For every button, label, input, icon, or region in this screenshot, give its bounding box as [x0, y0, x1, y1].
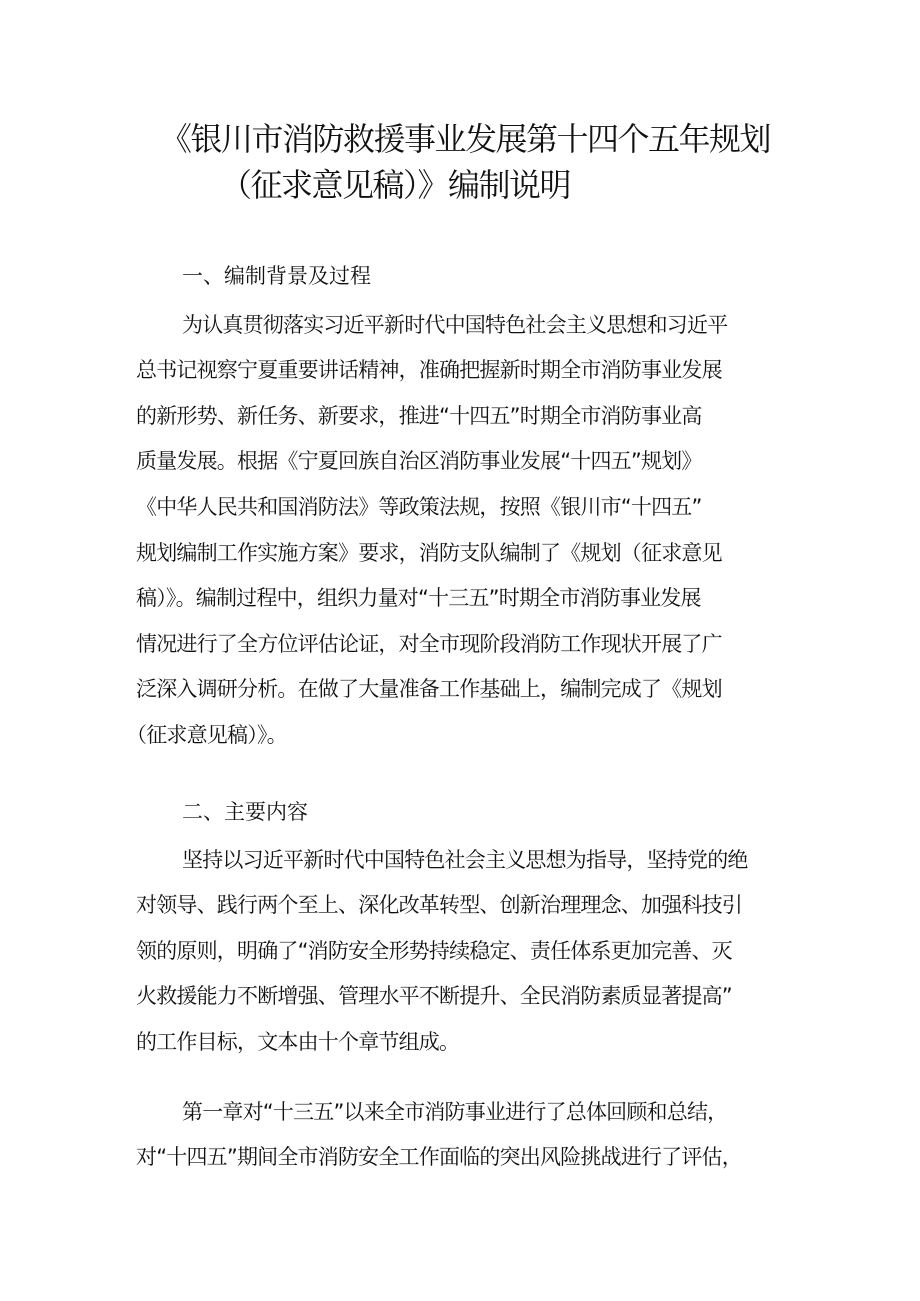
- paragraph-line: 为认真贯彻落实习近平新时代中国特色社会主义思想和习近平: [182, 313, 728, 337]
- paragraph-line: 坚持以习近平新时代中国特色社会主义思想为指导，坚持党的绝: [182, 848, 748, 872]
- paragraph-line: 规划编制工作实施方案》要求，消防支队编制了《规划（征求意见: [136, 541, 722, 565]
- paragraph-line: 稿）》。编制过程中，组织力量对“十三五”时期全市消防事业发展: [136, 586, 701, 610]
- paragraph-line: 火救援能力不断增强、管理水平不断提升、全民消防素质显著提高”: [136, 984, 732, 1008]
- paragraph-line: 总书记视察宁夏重要讲话精神，准确把握新时期全市消防事业发展: [136, 358, 722, 382]
- paragraph-line: 《中华人民共和国消防法》等政策法规，按照《银川市“十四五”: [136, 495, 702, 519]
- paragraph-line: 的新形势、新任务、新要求，推进“十四五”时期全市消防事业高: [136, 404, 702, 428]
- document-title-line-1: 《银川市消防救援事业发展第十四个五年规划: [160, 120, 771, 158]
- paragraph-line: 泛深入调研分析。在做了大量准备工作基础上，编制完成了《规划: [136, 677, 722, 701]
- paragraph-line: 领的原则，明确了“消防安全形势持续稳定、责任体系更加完善、灭: [136, 939, 732, 963]
- section-1-heading: 一、编制背景及过程: [182, 264, 371, 288]
- paragraph-line: 第一章对“十三五”以来全市消防事业进行了总体回顾和总结，: [182, 1100, 728, 1124]
- document-title-line-2: （征求意见稿）》编制说明: [220, 166, 571, 204]
- paragraph-line: 质量发展。根据《宁夏回族自治区消防事业发展“十四五”规划》: [136, 449, 702, 473]
- paragraph-line: （征求意见稿）》。: [126, 723, 287, 747]
- paragraph-line: 情况进行了全方位评估论证，对全市现阶段消防工作现状开展了广: [136, 632, 722, 656]
- paragraph-line: 对“十四五”期间全市消防安全工作面临的突出风险挑战进行了评估，: [136, 1145, 742, 1169]
- section-2-heading: 二、主要内容: [182, 800, 308, 824]
- paragraph-line: 对领导、践行两个至上、深化改革转型、创新治理理念、加强科技引: [136, 893, 742, 917]
- paragraph-line: 的工作目标，文本由十个章节组成。: [136, 1030, 460, 1054]
